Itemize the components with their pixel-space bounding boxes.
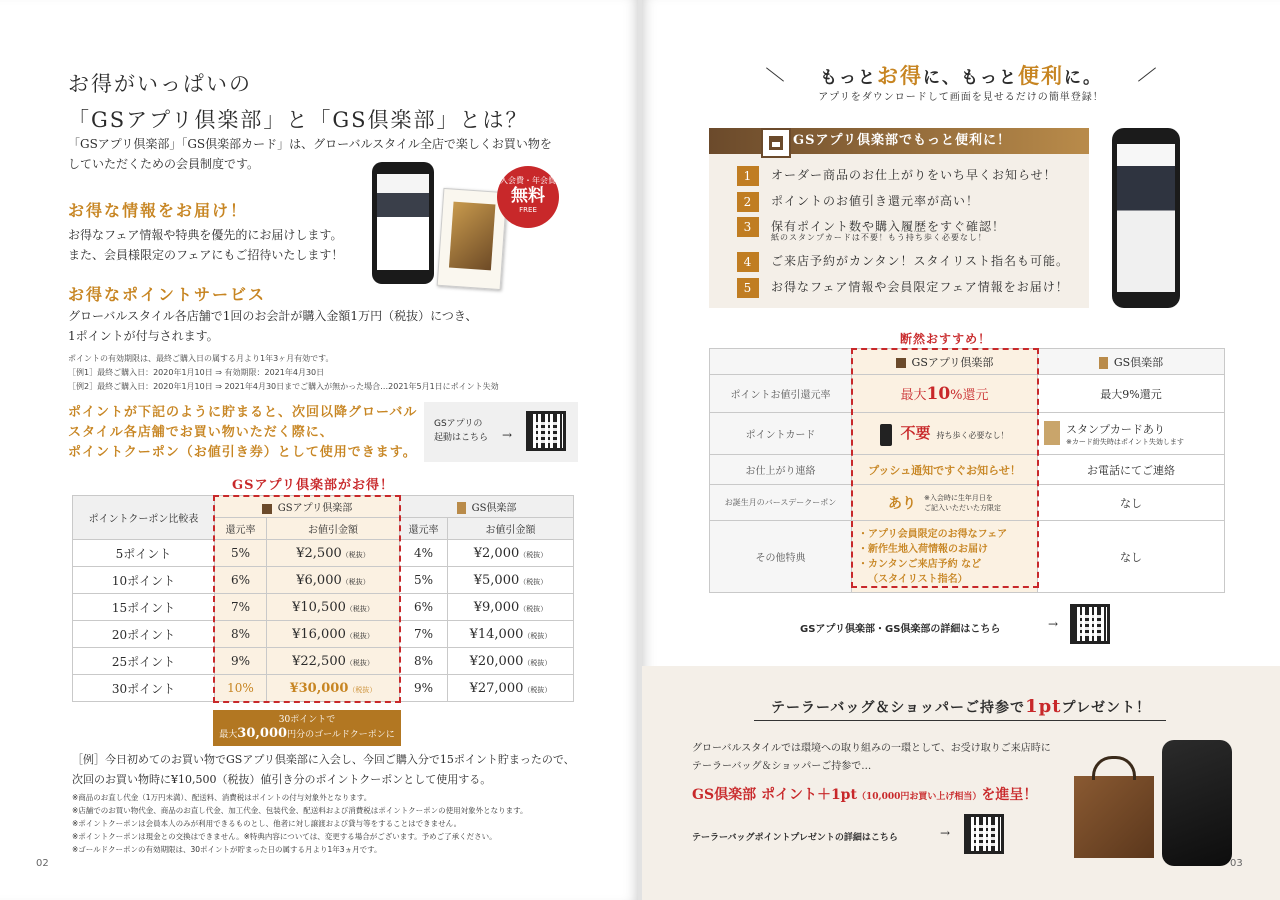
feature-number: 5 bbox=[737, 278, 759, 298]
table-row: 30ポイント 10% ¥30,000（税抜） 9% ¥27,000（税抜） bbox=[73, 675, 574, 702]
feature-box bbox=[709, 128, 1089, 308]
expiry-notes: ポイントの有効期限は、最終ご購入日の属する月より1年3ヶ月有効です。 ［例1］最終ご購入日：2020年1月10日 ⇒ 有効期限：2021年4月30日 ［例2］最終ご購入日：2020年1月10日 ⇒ 2021年4月30日までご購入が無かった場合…2021年5月1日にポイント失効 bbox=[68, 354, 499, 391]
accumulate-text: ポイントが下記のように貯まると、次回以降グローバル スタイル各店舗でお買い物いただく際に、 ポイントクーポン（お値引き券）として使用できます。 bbox=[68, 405, 418, 460]
benefit-item: ・新作生地入荷情報のお届け bbox=[858, 543, 988, 555]
page-title: お得がいっぱいの 「GSアプリ倶楽部」と「GS倶楽部」とは？ bbox=[68, 72, 529, 132]
app-launch-box[interactable]: GSアプリの 起動はこちら → bbox=[424, 402, 578, 462]
gold-coupon-note: 30ポイントで 最大30,000円分のゴールドクーポンに bbox=[213, 710, 401, 746]
qr-code-icon[interactable] bbox=[1070, 604, 1110, 644]
benefit-item: ・アプリ会員限定のお得なフェア bbox=[858, 528, 1008, 540]
club-comparison-table: GSアプリ倶楽部 GS倶楽部 ポイントお値引還元率 最大10%還元 最大9%還元 ポイントカード 不要 持ち歩く必要なし！ スタンプカードあり ※カード紛失時はポイント失効します お仕上がり連絡 プッシュ通知ですぐお知らせ！ お電話にてご連絡 お誕生月のバースデークーポン あり ※入会時に生年月日を ご記入いただいた方限定 なし その他特典 ・アプリ会員限定のお得なフェア ・新作生地入荷情報のお届け ・カンタンご来店予約 など （スタイリスト指名） なし bbox=[709, 348, 1225, 593]
info-heading: お得な情報をお届け！ bbox=[68, 201, 249, 220]
app-highlight-frame bbox=[213, 495, 401, 703]
points-comparison-table: ポイントクーポン比較表 GSアプリ倶楽部 GS倶楽部 還元率 お値引金額 還元率 お値引金額 5ポイント 5% ¥2,500（税抜） 4% ¥2,000（税抜） 10ポイント 6% ¥6,000（税抜） 5% ¥5,000（税抜） 15ポイント 7% ¥10,500（税抜） 6% ¥9,000（税抜） 20ポイント 8% ¥16,000（税抜） 7% ¥14,000（税抜） 25ポイント 9% ¥22,500（税抜） 8% ¥20,000（税抜） 30ポイント 10% ¥30,000（税抜） 9% ¥27,000（税抜） bbox=[72, 495, 574, 702]
qr-code-icon[interactable] bbox=[964, 814, 1004, 854]
feature-number: 3 bbox=[737, 217, 759, 237]
right-page bbox=[642, 0, 1280, 900]
footnote: ※商品のお直し代金（1万円未満）、配送料、消費税はポイントの付与対象外となります。 bbox=[72, 793, 372, 802]
table-row: 15ポイント 7% ¥10,500（税抜） 6% ¥9,000（税抜） bbox=[73, 594, 574, 621]
point-text: グローバルスタイル各店舗で1回のお会計が購入金額1万円（税抜）につき、 1ポイントが付与されます。 bbox=[68, 309, 478, 343]
stamp-card-icon bbox=[1044, 421, 1060, 445]
bag-offer: GS倶楽部 ポイント＋1pt（10,000円お買い上げ相当）を進呈！ bbox=[692, 787, 1038, 803]
feature-item: 3 保有ポイント数や購入履歴をすぐ確認！ 紙のスタンプカードは不要！もう持ち歩く必要なし！ bbox=[737, 214, 1089, 248]
feature-banner: GSアプリ倶楽部でもっと便利に！ bbox=[709, 128, 1089, 154]
feature-item: 4 ご来店予約がカンタン！スタイリスト指名も可能。 bbox=[737, 248, 1089, 274]
arrow-icon: → bbox=[1048, 617, 1059, 631]
bag-detail-link[interactable]: テーラーバッグポイントプレゼントの詳細はこちら bbox=[692, 833, 898, 843]
example-text: ［例］今日初めてのお買い物でGSアプリ倶楽部に入会し、今回ご購入分で15ポイント貯まったので、 次回のお買い物時に¥10,500（税抜）値引き分のポイントクーポンとして使用する。 bbox=[72, 753, 575, 786]
intro-text: 「GSアプリ倶楽部」「GS倶楽部カード」は、グローバルスタイル全店で楽しくお買い物を していただくための会員制度です。 bbox=[68, 137, 552, 171]
footnote: ※ポイントクーポンは現金との交換はできません。※特典内容については、変更する場合がございます。予めご了承ください。 bbox=[72, 832, 497, 841]
title-underline bbox=[754, 720, 1166, 721]
feature-item: 1 オーダー商品のお仕上がりをいち早くお知らせ！ bbox=[737, 162, 1089, 188]
column-app-club: GSアプリ倶楽部 bbox=[215, 496, 400, 518]
bag-title: テーラーバッグ＆ショッパーご持参で1ptプレゼント！ bbox=[771, 696, 1151, 717]
phone-image bbox=[372, 162, 434, 284]
feature-list bbox=[709, 154, 1089, 300]
right-subheading: アプリをダウンロードして画面を見せるだけの簡単登録！ bbox=[818, 92, 1104, 103]
qr-code-icon[interactable] bbox=[526, 411, 566, 451]
page-number: 03 bbox=[1230, 858, 1243, 869]
footnote: ※店舗でのお買い物代金、商品のお直し代金、加工代金、包装代金、配送料および消費税はポイントクーポンの使用対象外となります。 bbox=[72, 806, 528, 815]
footnote: ※ポイントクーポンは会員本人のみが利用できるものとし、他者に対し譲渡および貸与等をすることはできません。 bbox=[72, 819, 462, 828]
column-card-club: GS倶楽部 bbox=[400, 496, 574, 518]
table-row-header: ポイントクーポン比較表 bbox=[73, 496, 215, 540]
table-row: 20ポイント 8% ¥16,000（税抜） 7% ¥14,000（税抜） bbox=[73, 621, 574, 648]
table-row: 5ポイント 5% ¥2,500（税抜） 4% ¥2,000（税抜） bbox=[73, 540, 574, 567]
club-detail-link[interactable]: GSアプリ倶楽部・GS倶楽部の詳細はこちら bbox=[800, 624, 1001, 635]
left-page bbox=[0, 0, 638, 900]
table-callout: GSアプリ倶楽部がお得！ bbox=[232, 478, 394, 493]
app-logo-icon bbox=[761, 128, 791, 158]
feature-item: 5 お得なフェア情報や会員限定フェア情報をお届け！ bbox=[737, 274, 1089, 300]
tailor-bag-image bbox=[1162, 740, 1232, 866]
footnotes bbox=[72, 791, 612, 856]
page-number: 02 bbox=[36, 858, 49, 869]
footnote: ※ゴールドクーポンの有効期限は、30ポイントが貯まった日の属する月より1年3ヵ月です。 bbox=[72, 845, 382, 854]
table-row: 25ポイント 9% ¥22,500（税抜） 8% ¥20,000（税抜） bbox=[73, 648, 574, 675]
arrow-icon: → bbox=[502, 428, 513, 442]
feature-item: 2 ポイントのお値引き還元率が高い！ bbox=[737, 188, 1089, 214]
point-heading: お得なポイントサービス bbox=[68, 285, 267, 304]
benefit-item: ・カンタンご来店予約 など bbox=[858, 558, 982, 570]
table-row: 10ポイント 6% ¥6,000（税抜） 5% ¥5,000（税抜） bbox=[73, 567, 574, 594]
card-logo-icon bbox=[1099, 357, 1108, 369]
shopper-bag-image bbox=[1074, 776, 1154, 858]
phone-image bbox=[1112, 128, 1180, 308]
bag-text: グローバルスタイルでは環境への取り組みの一環として、お受け取りご来店時に テーラーバッグ＆ショッパーご持参で… bbox=[692, 743, 1051, 772]
recommend-label: 断然おすすめ！ bbox=[900, 332, 992, 346]
arrow-icon: → bbox=[940, 826, 951, 840]
app-highlight-frame bbox=[851, 348, 1039, 588]
card-logo-icon bbox=[457, 502, 466, 514]
info-text: お得なフェア情報や特典を優先的にお届けします。 また、会員様限定のフェアにもご招待いたします！ bbox=[68, 228, 344, 262]
feature-number: 2 bbox=[737, 192, 759, 212]
feature-number: 4 bbox=[737, 252, 759, 272]
free-badge: 入会費・年会費 無料 FREE bbox=[497, 166, 559, 228]
right-heading: もっとお得に、もっと便利に。 bbox=[820, 63, 1102, 88]
feature-number: 1 bbox=[737, 166, 759, 186]
bag-section bbox=[642, 666, 1280, 900]
benefit-item: （スタイリスト指名） bbox=[868, 573, 968, 585]
